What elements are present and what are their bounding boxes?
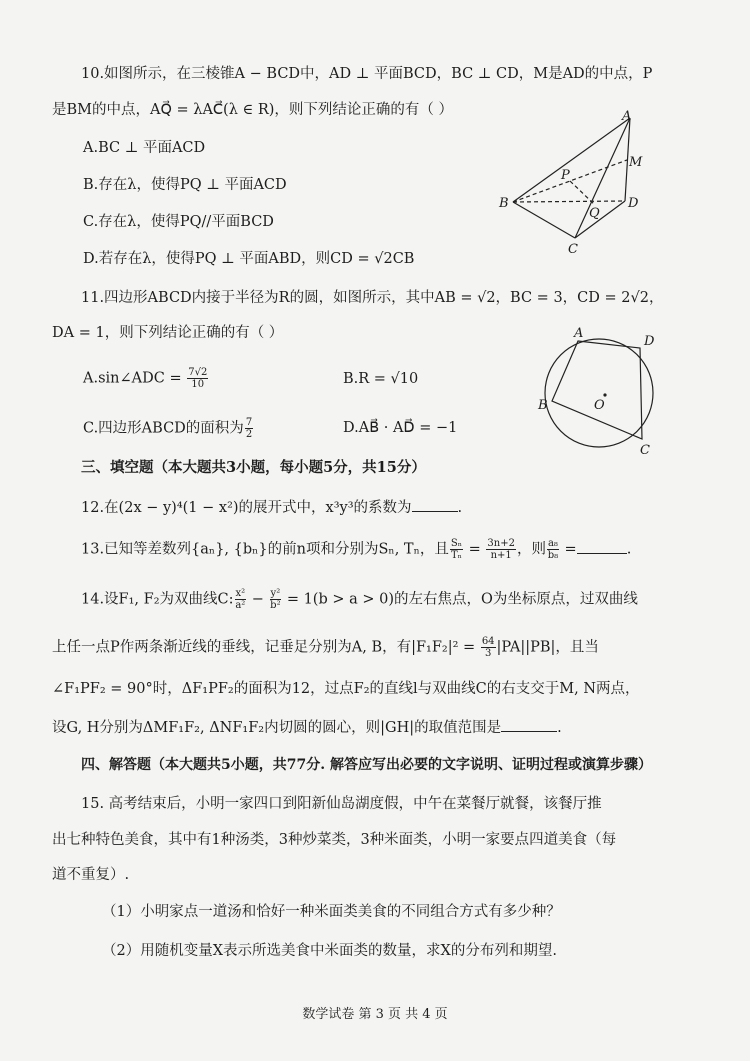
section-3-heading: 三、填空题（本大题共3小题，每小题5分，共15分） (81, 459, 426, 476)
q11-option-d: D.AB⃗ · AD⃗ = −1 (343, 420, 458, 436)
q10-line2: 是BM的中点，AQ⃗ = λAC⃗(λ ∈ R)，则下列结论正确的有（ ） (52, 102, 454, 118)
q11-line2: DA = 1，则下列结论正确的有（ ） (52, 325, 284, 341)
center-point (603, 393, 606, 396)
label-b: B (499, 196, 509, 211)
q11-c-fraction: $\frac{7}{2}$ (245, 417, 253, 440)
page-footer: 数学试卷 第 3 页 共 4 页 (302, 1007, 448, 1022)
q14-line1: 14.设F₁, F₂为双曲线C: $\frac{\text{x²}}{\text{a²}}$ − $\frac{\text{y²}}{\text{b²}}$ = 1(b > a > 0)的左右焦点，O为坐标原点，过双曲线 (81, 588, 638, 611)
label-q: Q (589, 206, 600, 221)
q14-line3: ∠F₁PF₂ = 90°时，ΔF₁PF₂的面积为12，过点F₂的直线l与双曲线C的右支交于M, N两点， (52, 681, 640, 697)
q10-option-d: D.若存在λ，使得PQ ⊥ 平面ABD，则CD = √2CB (83, 251, 415, 267)
circle-quadrilateral-figure (530, 323, 665, 458)
q14-answer-blank (501, 717, 557, 732)
edge-bd (513, 201, 625, 202)
edge-cd (575, 201, 625, 238)
q10-option-c: C.存在λ，使得PQ//平面BCD (83, 214, 274, 230)
label-o: O (594, 398, 605, 413)
q11-a-fraction: $\frac{7√2}{10}$ (188, 367, 208, 390)
q15-part1: （1）小明家点一道汤和恰好一种米面类美食的不同组合方式有多少种？ (102, 904, 561, 920)
label-b: B (538, 398, 548, 413)
label-a: A (574, 326, 584, 341)
label-p: P (561, 168, 570, 183)
label-d: D (628, 196, 639, 211)
circumcircle (545, 339, 653, 447)
q13-line: 13.已知等差数列{aₙ}, {bₙ}的前n项和分别为Sₙ, Tₙ，且 $\frac{\text{Sₙ}}{\text{Tₙ}}$ = $\frac{3n+2}{n+1}$ ，则 $\frac{\text{a₈}}{\text{b₈}}$ = . (81, 538, 632, 561)
q11-line1: 11.四边形ABCD内接于半径为R的圆，如图所示，其中AB = √2，BC = 3，CD = 2√2， (81, 290, 664, 306)
section-4-heading: 四、解答题（本大题共5小题，共77分. 解答应写出必要的文字说明、证明过程或演算步骤） (81, 757, 652, 773)
q11-option-b: B.R = √10 (343, 371, 419, 387)
q14-line4: 设G, H分别为ΔMF₁F₂, ΔNF₁F₂内切圆的圆心，则|GH|的取值范围是 . (52, 717, 562, 738)
edge-ab (513, 118, 630, 202)
q15-part2: （2）用随机变量X表示所选美食中米面类的数量，求X的分布列和期望. (102, 943, 557, 959)
q15-line2: 出七种特色美食，其中有1种汤类，3种炒菜类，3种米面类，小明一家要点四道美食（每 (52, 832, 617, 848)
quadrilateral-abcd (552, 341, 642, 439)
q15-line3: 道不重复）. (52, 867, 130, 883)
tetrahedron-figure (495, 108, 655, 258)
edge-bc (513, 202, 575, 238)
segment-pq (570, 181, 595, 205)
label-d: D (644, 334, 655, 349)
label-c: C (640, 443, 650, 458)
q10-line1: 10.如图所示，在三棱锥A − BCD中，AD ⊥ 平面BCD，BC ⊥ CD，M是AD的中点，P (81, 66, 653, 82)
edge-ac (575, 118, 630, 238)
q10-option-a: A.BC ⊥ 平面ACD (83, 140, 206, 156)
label-c: C (568, 242, 578, 257)
q11-option-c: C.四边形ABCD的面积为 $\frac{7}{2}$ (83, 417, 253, 440)
q10-option-b: B.存在λ，使得PQ ⊥ 平面ACD (83, 177, 287, 193)
q12-answer-blank (412, 497, 458, 512)
q15-line1: 15. 高考结束后，小明一家四口到阳新仙岛湖度假，中午在菜餐厅就餐，该餐厅推 (81, 796, 602, 812)
label-m: M (629, 155, 643, 170)
q14-line2: 上任一点P作两条渐近线的垂线，记垂足分别为A, B，有|F₁F₂|² = $\frac{64}{3}$ |PA||PB|，且当 (52, 636, 599, 659)
q13-answer-blank (577, 539, 627, 554)
q11-option-a: A.sin∠ADC = $\frac{7√2}{10}$ (83, 367, 208, 390)
q12-line: 12.在(2x − y)⁴(1 − x²)的展开式中，x³y³的系数为 . (81, 497, 462, 518)
label-a: A (622, 109, 632, 124)
